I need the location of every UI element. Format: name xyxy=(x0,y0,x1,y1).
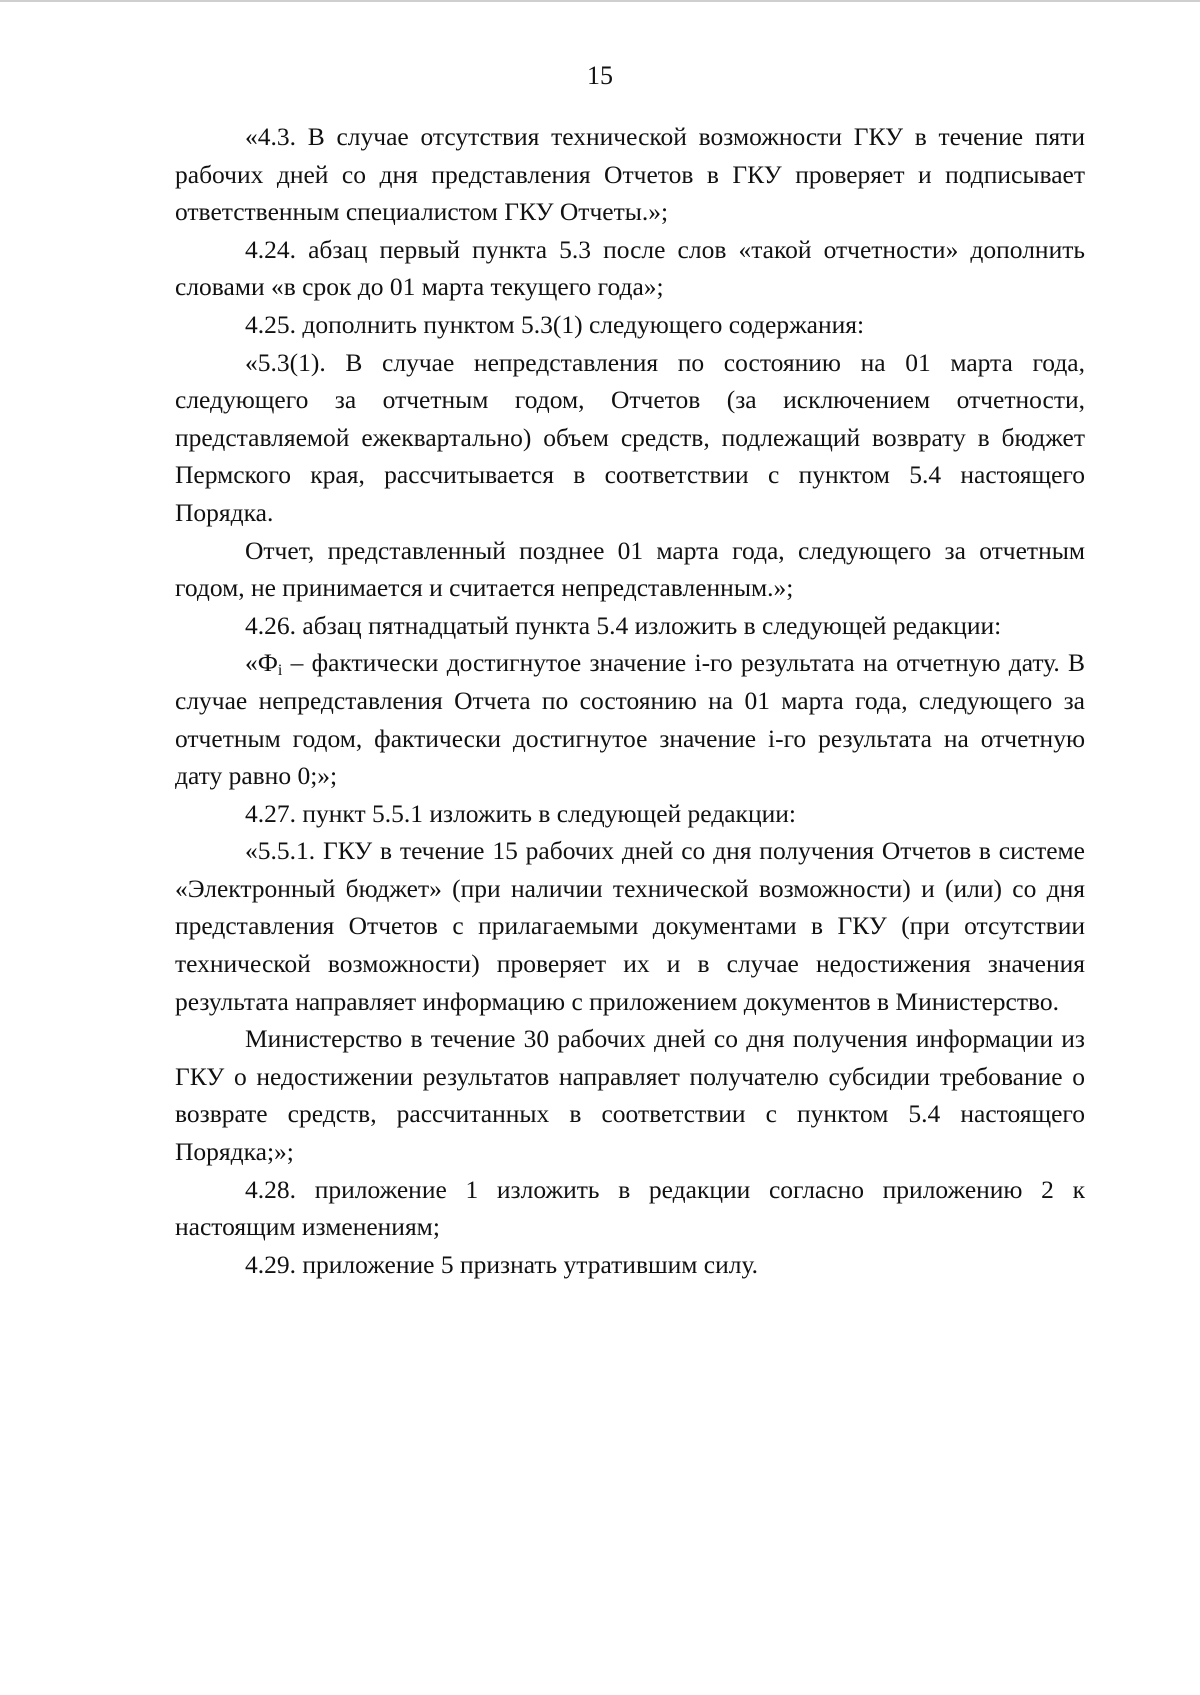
scan-edge xyxy=(0,0,1200,2)
paragraph-ministry: Министерство в течение 30 рабочих дней со дня получения информации из ГКУ о недостижении результатов направляет получателю субсидии требование о возврате средств, рассчитанных в соответствии с пунктом 5.4 настоящего Порядка;»; xyxy=(175,1024,1085,1167)
paragraph-4-27: 4.27. пункт 5.5.1 изложить в следующей редакции: xyxy=(245,798,796,828)
paragraph-4-26: 4.26. абзац пятнадцатый пункта 5.4 изложить в следующей редакции: xyxy=(245,610,1002,640)
paragraph-4-28: 4.28. приложение 1 изложить в редакции согласно приложению 2 к настоящим изменениям; xyxy=(175,1174,1085,1242)
paragraph-4-3: «4.3. В случае отсутствия технической возможности ГКУ в течение пяти рабочих дней со дня представления Отчетов в ГКУ проверяет и подписывает ответственным специалистом ГКУ Отчеты.»; xyxy=(175,122,1085,227)
phi-subscript: i xyxy=(277,662,283,680)
paragraph-4-29: 4.29. приложение 5 признать утратившим силу. xyxy=(245,1249,759,1279)
paragraph-phi-definition xyxy=(175,644,1085,794)
paragraph-5-5-1: «5.5.1. ГКУ в течение 15 рабочих дней со дня получения Отчетов в системе «Электронный бюджет» (при наличии технической возможности) и (или) со дня представления Отчетов с прилагаемыми документами в ГКУ (при отсутствии технической возможности) проверяет их и в случае недостижения значения результата направляет информацию с приложением документов в Министерство. xyxy=(175,836,1085,1016)
page-number: 15 xyxy=(587,61,613,90)
phi-definition-text: – фактически достигнутое значение i-го результата на отчетную дату. В случае непредставления Отчета по состоянию на 01 марта года, следующего за отчетным годом, фактически достигнутое значение i-го результата на отчетную дату равно 0;»; xyxy=(175,648,1085,791)
phi-symbol: «Ф xyxy=(245,648,278,678)
paragraph-4-24: 4.24. абзац первый пункта 5.3 после слов «такой отчетности» дополнить словами «в срок до 01 марта текущего года»; xyxy=(175,234,1085,302)
paragraph-4-25: 4.25. дополнить пунктом 5.3(1) следующего содержания: xyxy=(245,309,865,339)
document-body xyxy=(175,118,1085,1283)
paragraph-5-3-1: «5.3(1). В случае непредставления по состоянию на 01 марта года, следующего за отчетным годом, Отчетов (за исключением отчетности, представляемой ежеквартально) объем средств, подлежащий возврату в бюджет Пермского края, рассчитывается в соответствии с пунктом 5.4 настоящего Порядка. xyxy=(175,347,1085,527)
paragraph-report-late: Отчет, представленный позднее 01 марта года, следующего за отчетным годом, не принимается и считается непредставленным.»; xyxy=(175,535,1085,603)
